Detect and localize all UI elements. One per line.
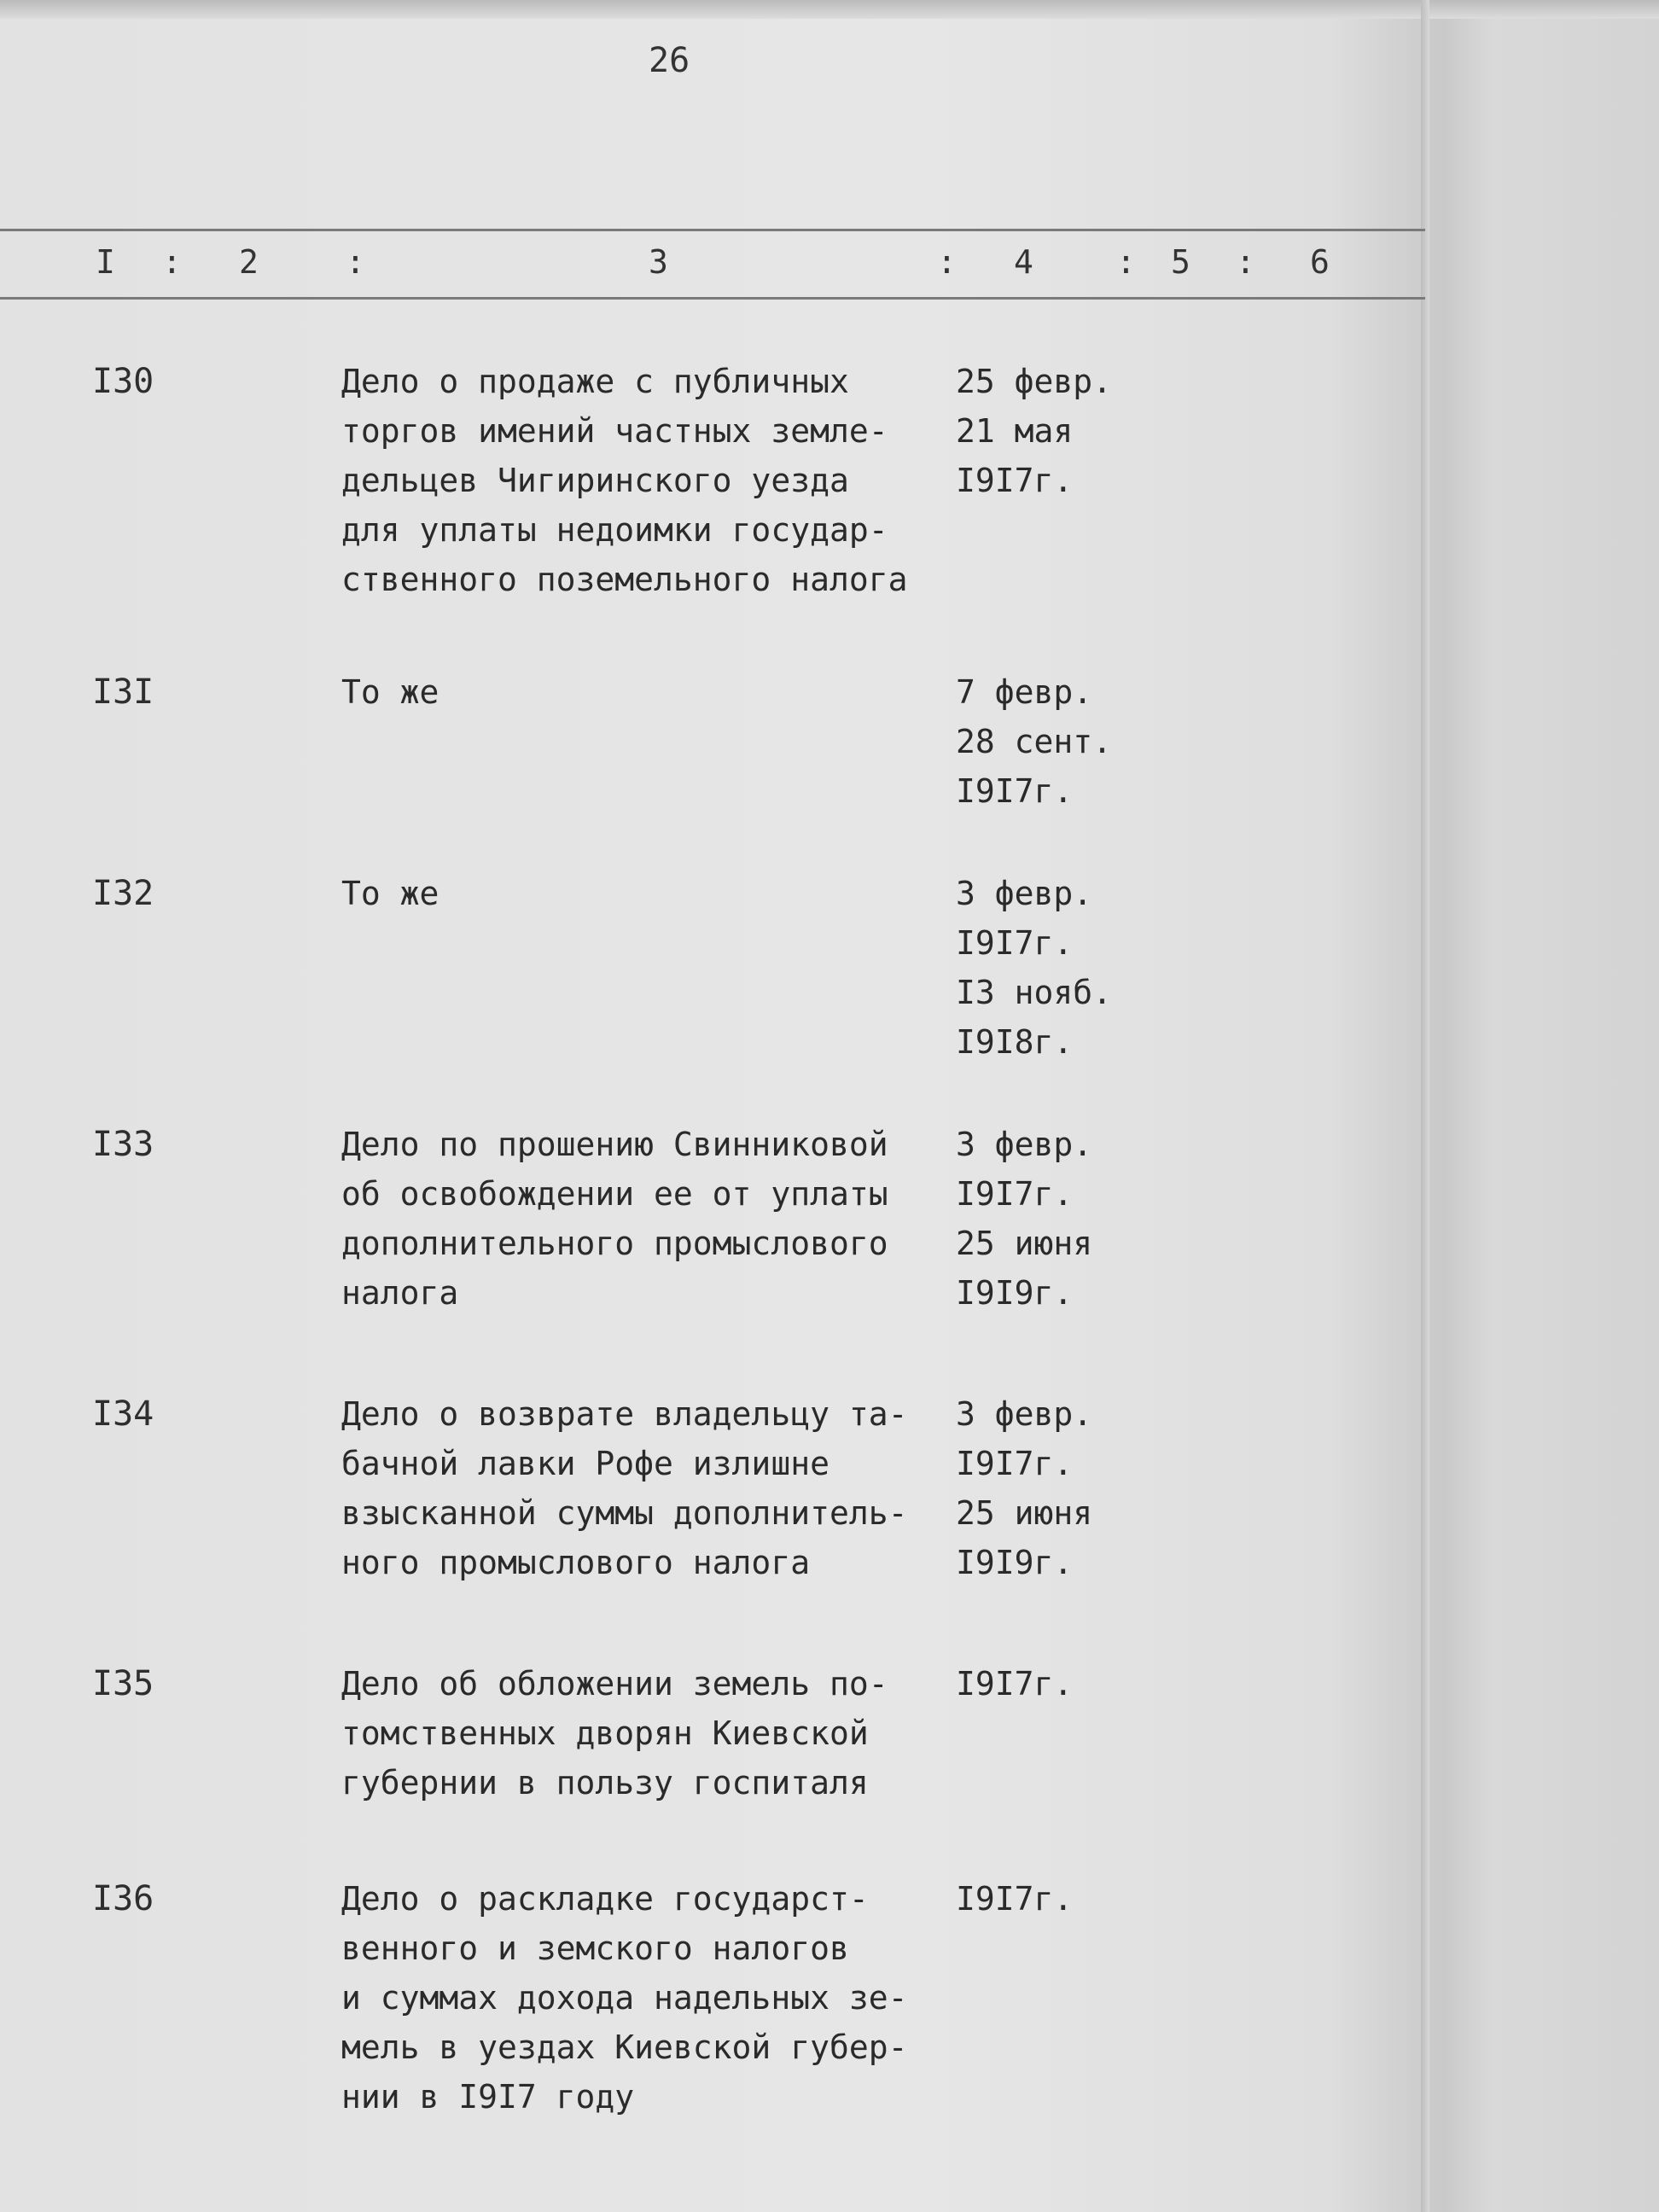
- record-number: I35: [92, 1664, 154, 1703]
- record-dates: I9I7г.: [956, 1880, 1074, 1918]
- record-number: I36: [92, 1879, 154, 1918]
- record-dates: 3 февр. I9I7г. 25 июня I9I9г.: [956, 1126, 1093, 1312]
- record-title: Дело об обложении земель по- томственных дворян Киевской губернии в пользу госпиталя: [341, 1665, 888, 1802]
- record-dates: 3 февр. I9I7г. 25 июня I9I9г.: [956, 1395, 1093, 1581]
- header-col-1: I: [96, 243, 115, 281]
- header-separator: :: [1116, 243, 1136, 281]
- header-separator: :: [937, 243, 957, 281]
- record-title: То же: [341, 673, 439, 711]
- record-dates: 3 февр. I9I7г. I3 нояб. I9I8г.: [956, 875, 1113, 1061]
- record-number: I3I: [92, 672, 154, 712]
- record-title: Дело о возврате владельцу та- бачной лавки Рофе излишне взысканной суммы дополнитель- ного промыслового налога: [341, 1395, 908, 1581]
- header-col-3: 3: [649, 243, 668, 281]
- header-col-4: 4: [1014, 243, 1033, 281]
- record-number: I33: [92, 1125, 154, 1164]
- page-fold-edge: [1421, 0, 1429, 2212]
- record-title: То же: [341, 875, 439, 912]
- record-number: I34: [92, 1394, 154, 1434]
- header-separator: :: [162, 243, 182, 281]
- record-title: Дело о продаже с публичных торгов имений частных земле- дельцев Чигиринского уезда для уплаты недоимки государ- ственного поземельного налога: [341, 363, 908, 598]
- record-number: I30: [92, 362, 154, 401]
- record-title: Дело о раскладке государст- венного и земского налогов и суммах дохода надельных зе- мель в уездах Киевской губер- нии в I9I7 году: [341, 1880, 908, 2116]
- header-rule-top: [0, 229, 1425, 231]
- header-col-6: 6: [1310, 243, 1330, 281]
- record-number: I32: [92, 874, 154, 913]
- header-col-5: 5: [1171, 243, 1190, 281]
- header-separator: :: [346, 243, 365, 281]
- record-dates: I9I7г.: [956, 1665, 1074, 1703]
- header-rule-bottom: [0, 297, 1425, 300]
- record-dates: 25 февр. 21 мая I9I7г.: [956, 363, 1113, 499]
- paper-top-edge: [0, 0, 1659, 19]
- record-dates: 7 февр. 28 сент. I9I7г.: [956, 673, 1113, 810]
- page-number: 26: [649, 41, 690, 80]
- header-separator: :: [1236, 243, 1255, 281]
- header-col-2: 2: [239, 243, 259, 281]
- record-title: Дело по прошению Свинниковой об освобождении ее от уплаты дополнительного промыслового налога: [341, 1126, 888, 1312]
